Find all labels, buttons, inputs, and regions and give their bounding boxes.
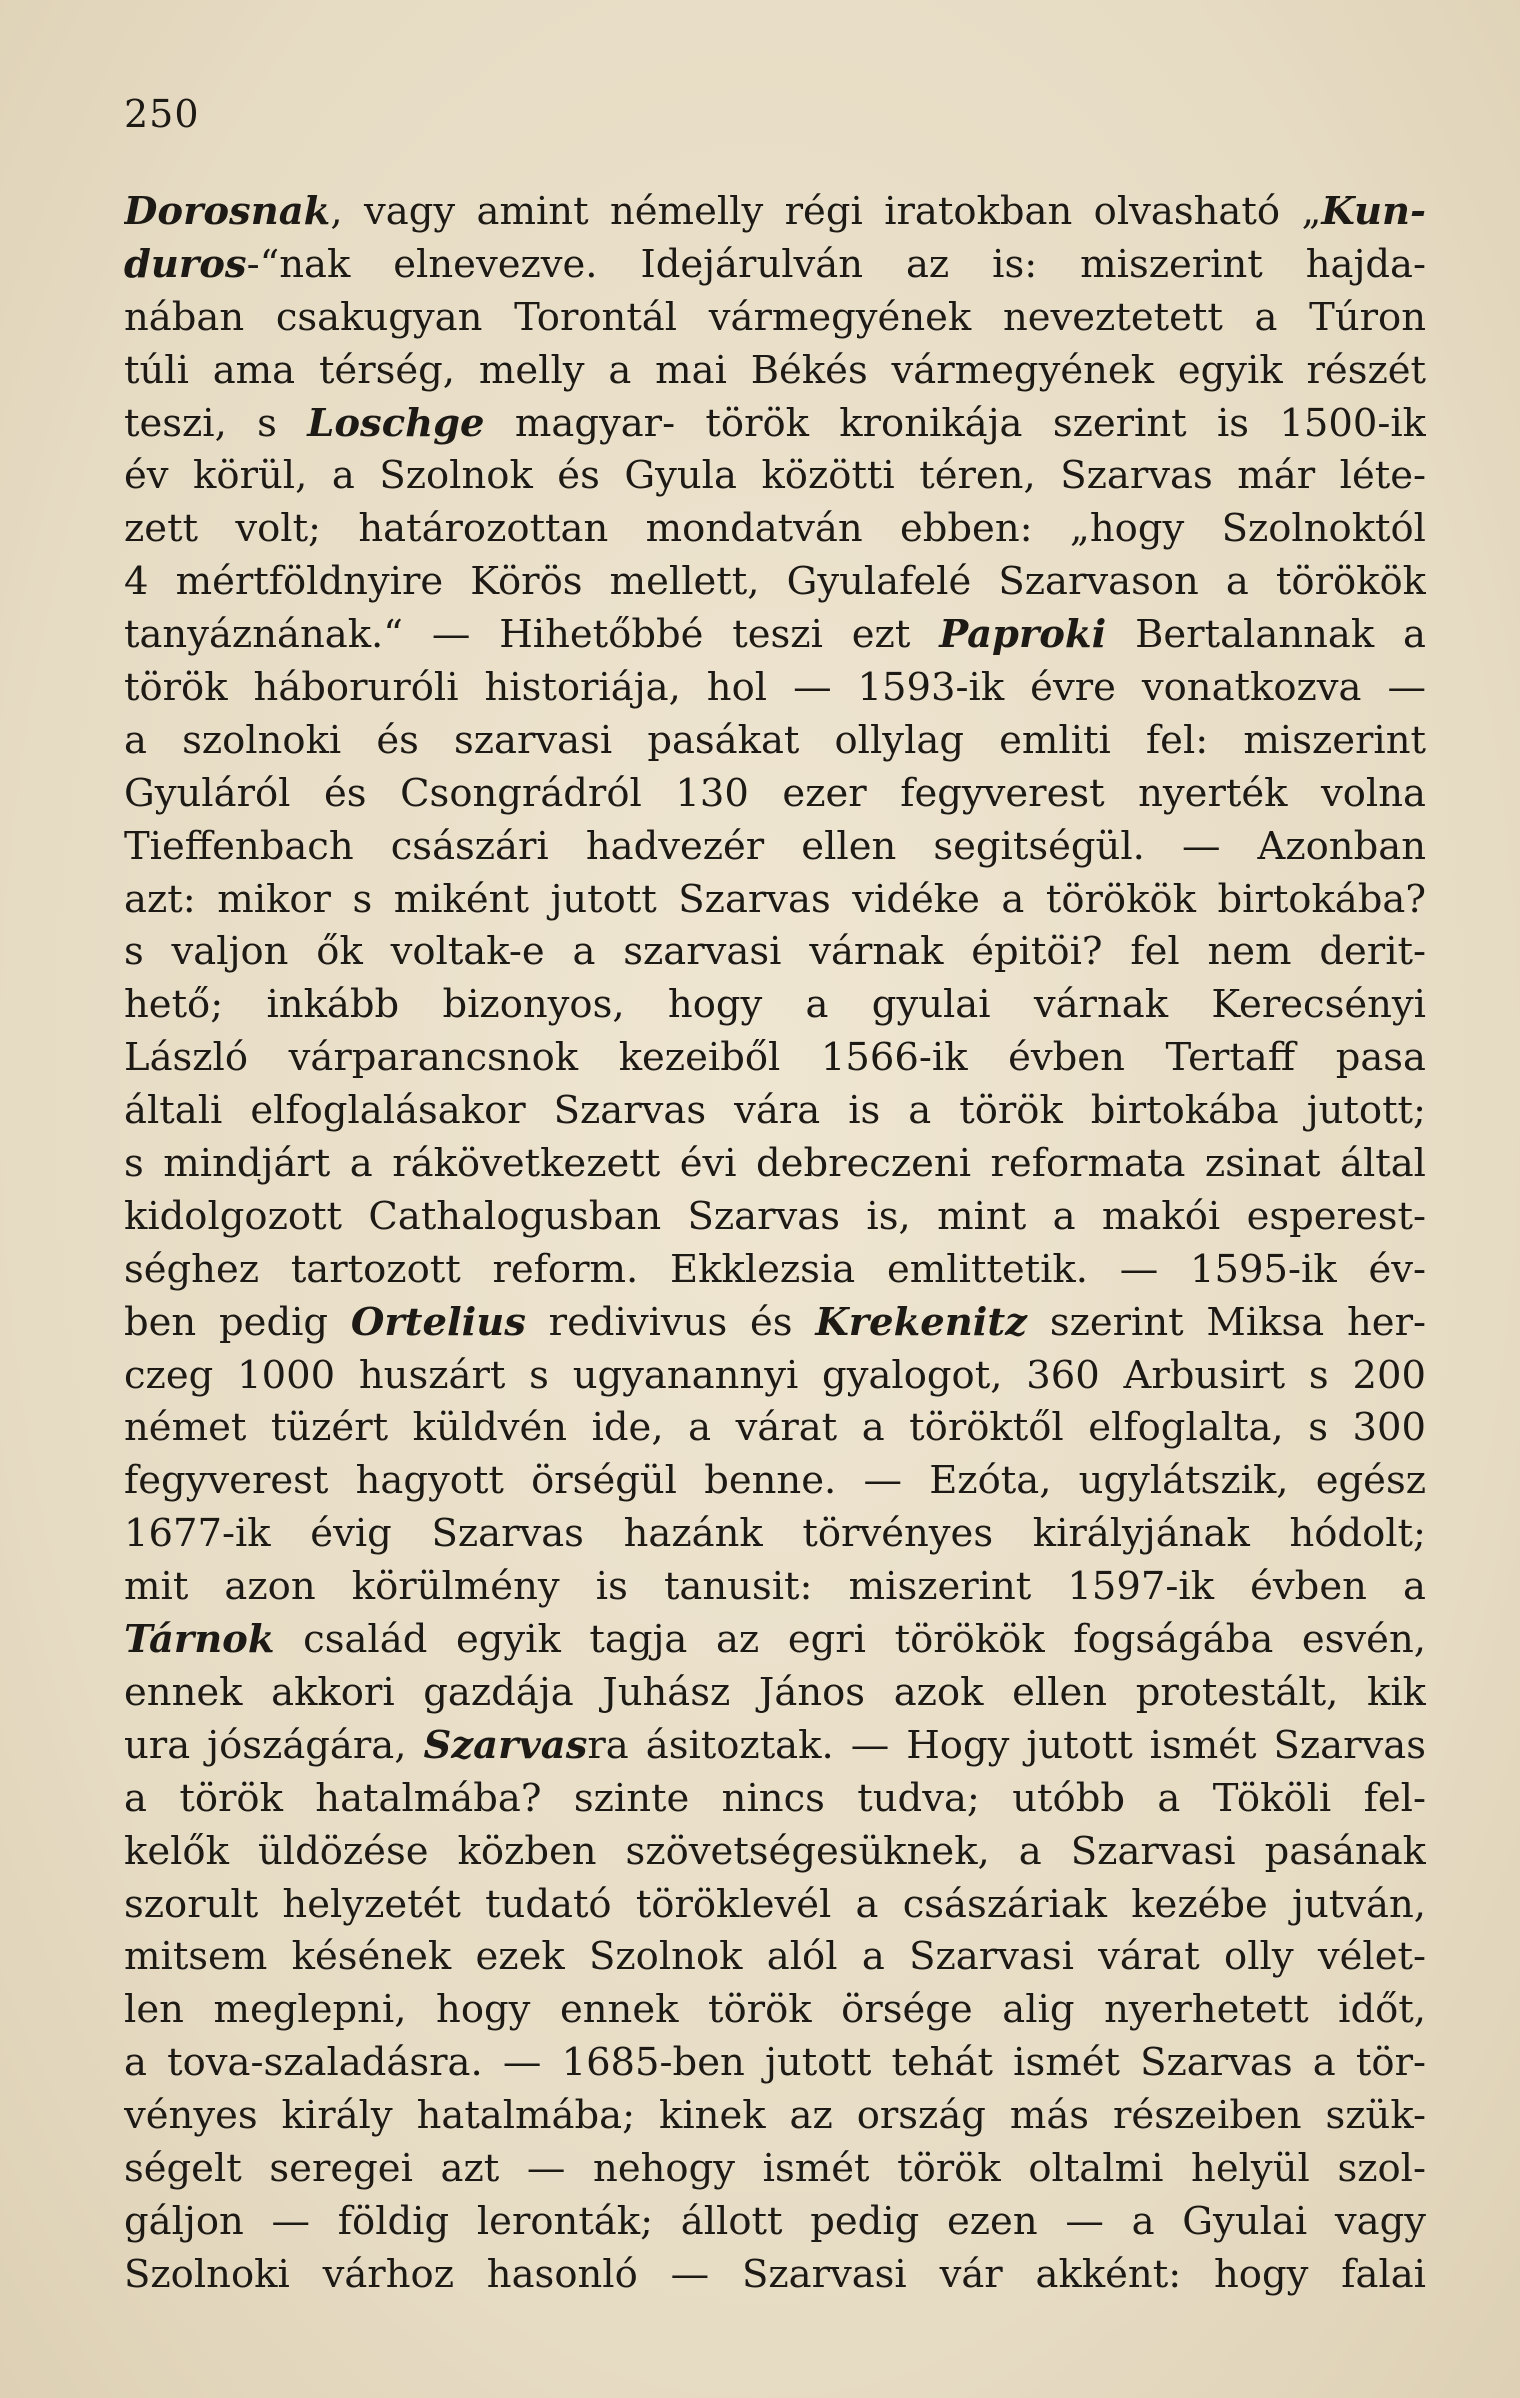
text-line xyxy=(124,662,1426,715)
text-segment: ra ásitoztak. — Hogy jutott ismét Szarvas xyxy=(587,1722,1426,1768)
text-line xyxy=(124,2196,1426,2249)
text-line xyxy=(124,1561,1426,1614)
text-segment: ura jószágára, xyxy=(124,1722,424,1768)
body-text xyxy=(124,186,1426,2302)
text-line xyxy=(124,345,1426,398)
text-segment: év körül, a Szolnok és Gyula közötti téren, Szarvas már léte- xyxy=(124,453,1426,499)
page-number: 250 xyxy=(124,92,200,136)
text-line xyxy=(124,556,1426,609)
text-segment: ben pedig xyxy=(124,1299,351,1345)
text-segment: mitsem késének ezek Szolnok alól a Szarvasi várat olly vélet- xyxy=(124,1934,1426,1980)
text-segment: túli ama térség, melly a mai Békés vármegyének egyik részét xyxy=(124,347,1426,393)
text-segment: szerint Miksa her- xyxy=(1027,1299,1426,1345)
text-line xyxy=(124,2090,1426,2143)
text-segment: teszi, s xyxy=(124,400,308,446)
text-segment: séghez tartozott reform. Ekklezsia emlittetik. — 1595-ik év- xyxy=(124,1246,1426,1292)
text-segment: a tova-szaladásra. — 1685-ben jutott tehát ismét Szarvas a tör- xyxy=(124,2040,1426,2086)
text-segment: a szolnoki és szarvasi pasákat ollylag emliti fel: miszerint xyxy=(124,717,1426,763)
emphasized-name: Loschge xyxy=(307,400,485,446)
text-segment: a török hatalmába? szinte nincs tudva; utóbb a Tököli fel- xyxy=(124,1775,1426,1821)
emphasized-name: Szarvas xyxy=(423,1722,588,1768)
text-line xyxy=(124,186,1426,239)
text-line xyxy=(124,2143,1426,2196)
text-segment: tanyáznának.“ — Hihetőbbé teszi ezt xyxy=(124,612,940,658)
text-segment: azt: mikor s miként jutott Szarvas vidéke a törökök birtokába? xyxy=(124,876,1426,922)
text-line xyxy=(124,1667,1426,1720)
text-segment: Bertalannak a xyxy=(1106,612,1426,658)
text-segment: nában csakugyan Torontál vármegyének neveztetett a Túron xyxy=(124,294,1426,340)
text-segment: szorult helyzetét tudató töröklevél a császáriak kezébe jutván, xyxy=(124,1881,1426,1927)
text-line xyxy=(124,715,1426,768)
text-line xyxy=(124,292,1426,345)
text-segment: s mindjárt a rákövetkezett évi debreczeni reformata zsinat által xyxy=(124,1141,1426,1187)
text-line xyxy=(124,1984,1426,2037)
text-line xyxy=(124,1138,1426,1191)
text-segment: kelők üldözése közben szövetségesüknek, a Szarvasi pasának xyxy=(124,1828,1426,1874)
text-line xyxy=(124,1350,1426,1403)
text-line xyxy=(124,768,1426,821)
text-line xyxy=(124,1297,1426,1350)
text-segment: 4 mértföldnyire Körös mellett, Gyulafelé Szarvason a törökök xyxy=(124,559,1426,605)
text-line xyxy=(124,821,1426,874)
text-segment: Gyuláról és Csongrádról 130 ezer fegyverest nyerték volna xyxy=(124,770,1426,816)
emphasized-name: Tárnok xyxy=(124,1617,275,1663)
text-line xyxy=(124,503,1426,556)
text-line xyxy=(124,398,1426,451)
text-segment: magyar- török kronikája szerint is 1500-ik xyxy=(484,400,1426,446)
text-segment: német tüzért küldvén ide, a várat a töröktől elfoglalta, s 300 xyxy=(124,1405,1426,1451)
text-line xyxy=(124,2249,1426,2302)
text-line xyxy=(124,1191,1426,1244)
text-line xyxy=(124,1032,1426,1085)
text-segment: vényes király hatalmába; kinek az ország más részeiben szük- xyxy=(124,2093,1426,2139)
text-segment: török háboruróli historiája, hol — 1593-ik évre vonatkozva — xyxy=(124,665,1426,711)
text-segment: len meglepni, hogy ennek török örsége alig nyerhetett időt, xyxy=(124,1987,1426,2033)
text-line xyxy=(124,1455,1426,1508)
text-segment: hető; inkább bizonyos, hogy a gyulai várnak Kerecsényi xyxy=(124,982,1426,1028)
text-segment: 1677-ik évig Szarvas hazánk törvényes királyjának hódolt; xyxy=(124,1511,1426,1557)
text-segment: mit azon körülmény is tanusit: miszerint 1597-ik évben a xyxy=(124,1564,1426,1610)
text-line xyxy=(124,874,1426,927)
emphasized-name: Dorosnak xyxy=(124,189,331,234)
text-line xyxy=(124,1879,1426,1932)
text-line xyxy=(124,1244,1426,1297)
emphasized-name: Kun- xyxy=(1321,189,1426,234)
text-line xyxy=(124,609,1426,662)
text-segment: család egyik tagja az egri törökök fogságába esvén, xyxy=(274,1617,1426,1663)
emphasized-name: duros xyxy=(124,241,247,287)
text-line xyxy=(124,1508,1426,1561)
text-line xyxy=(124,239,1426,292)
text-segment: ségelt seregei azt — nehogy ismét török oltalmi helyül szol- xyxy=(124,2145,1426,2191)
text-line xyxy=(124,979,1426,1032)
text-line xyxy=(124,1773,1426,1826)
emphasized-name: Krekenitz xyxy=(815,1299,1028,1345)
text-segment: általi elfoglalásakor Szarvas vára is a török birtokába jutott; xyxy=(124,1088,1426,1134)
text-line xyxy=(124,1826,1426,1879)
text-line xyxy=(124,1402,1426,1455)
text-segment: Szolnoki várhoz hasonló — Szarvasi vár akként: hogy falai xyxy=(124,2251,1426,2297)
text-segment: Tieffenbach császári hadvezér ellen segitségül. — Azonban xyxy=(124,823,1426,869)
text-segment: , vagy amint némelly régi iratokban olvasható „ xyxy=(330,189,1322,234)
text-line xyxy=(124,1614,1426,1667)
text-segment: -“nak elnevezve. Idejárulván az is: miszerint hajda- xyxy=(246,241,1426,287)
text-line xyxy=(124,1720,1426,1773)
text-segment: zett volt; határozottan mondatván ebben: „hogy Szolnoktól xyxy=(124,506,1426,552)
emphasized-name: Paproki xyxy=(939,612,1107,658)
text-line xyxy=(124,1085,1426,1138)
text-line xyxy=(124,2037,1426,2090)
text-segment: fegyverest hagyott örségül benne. — Ezóta, ugylátszik, egész xyxy=(124,1458,1426,1504)
text-segment: ennek akkori gazdája Juhász János azok ellen protestált, kik xyxy=(124,1669,1426,1715)
text-segment: kidolgozott Cathalogusban Szarvas is, mint a makói esperest- xyxy=(124,1193,1426,1239)
text-line xyxy=(124,1931,1426,1984)
text-segment: László várparancsnok kezeiből 1566-ik évben Tertaff pasa xyxy=(124,1035,1426,1081)
text-line xyxy=(124,450,1426,503)
emphasized-name: Ortelius xyxy=(350,1299,526,1345)
text-segment: gáljon — földig leronták; állott pedig ezen — a Gyulai vagy xyxy=(124,2198,1426,2244)
text-segment: redivivus és xyxy=(525,1299,816,1345)
text-line xyxy=(124,926,1426,979)
text-segment: czeg 1000 huszárt s ugyanannyi gyalogot, 360 Arbusirt s 200 xyxy=(124,1352,1426,1398)
text-segment: s valjon ők voltak-e a szarvasi várnak épitöi? fel nem derit- xyxy=(124,929,1426,975)
